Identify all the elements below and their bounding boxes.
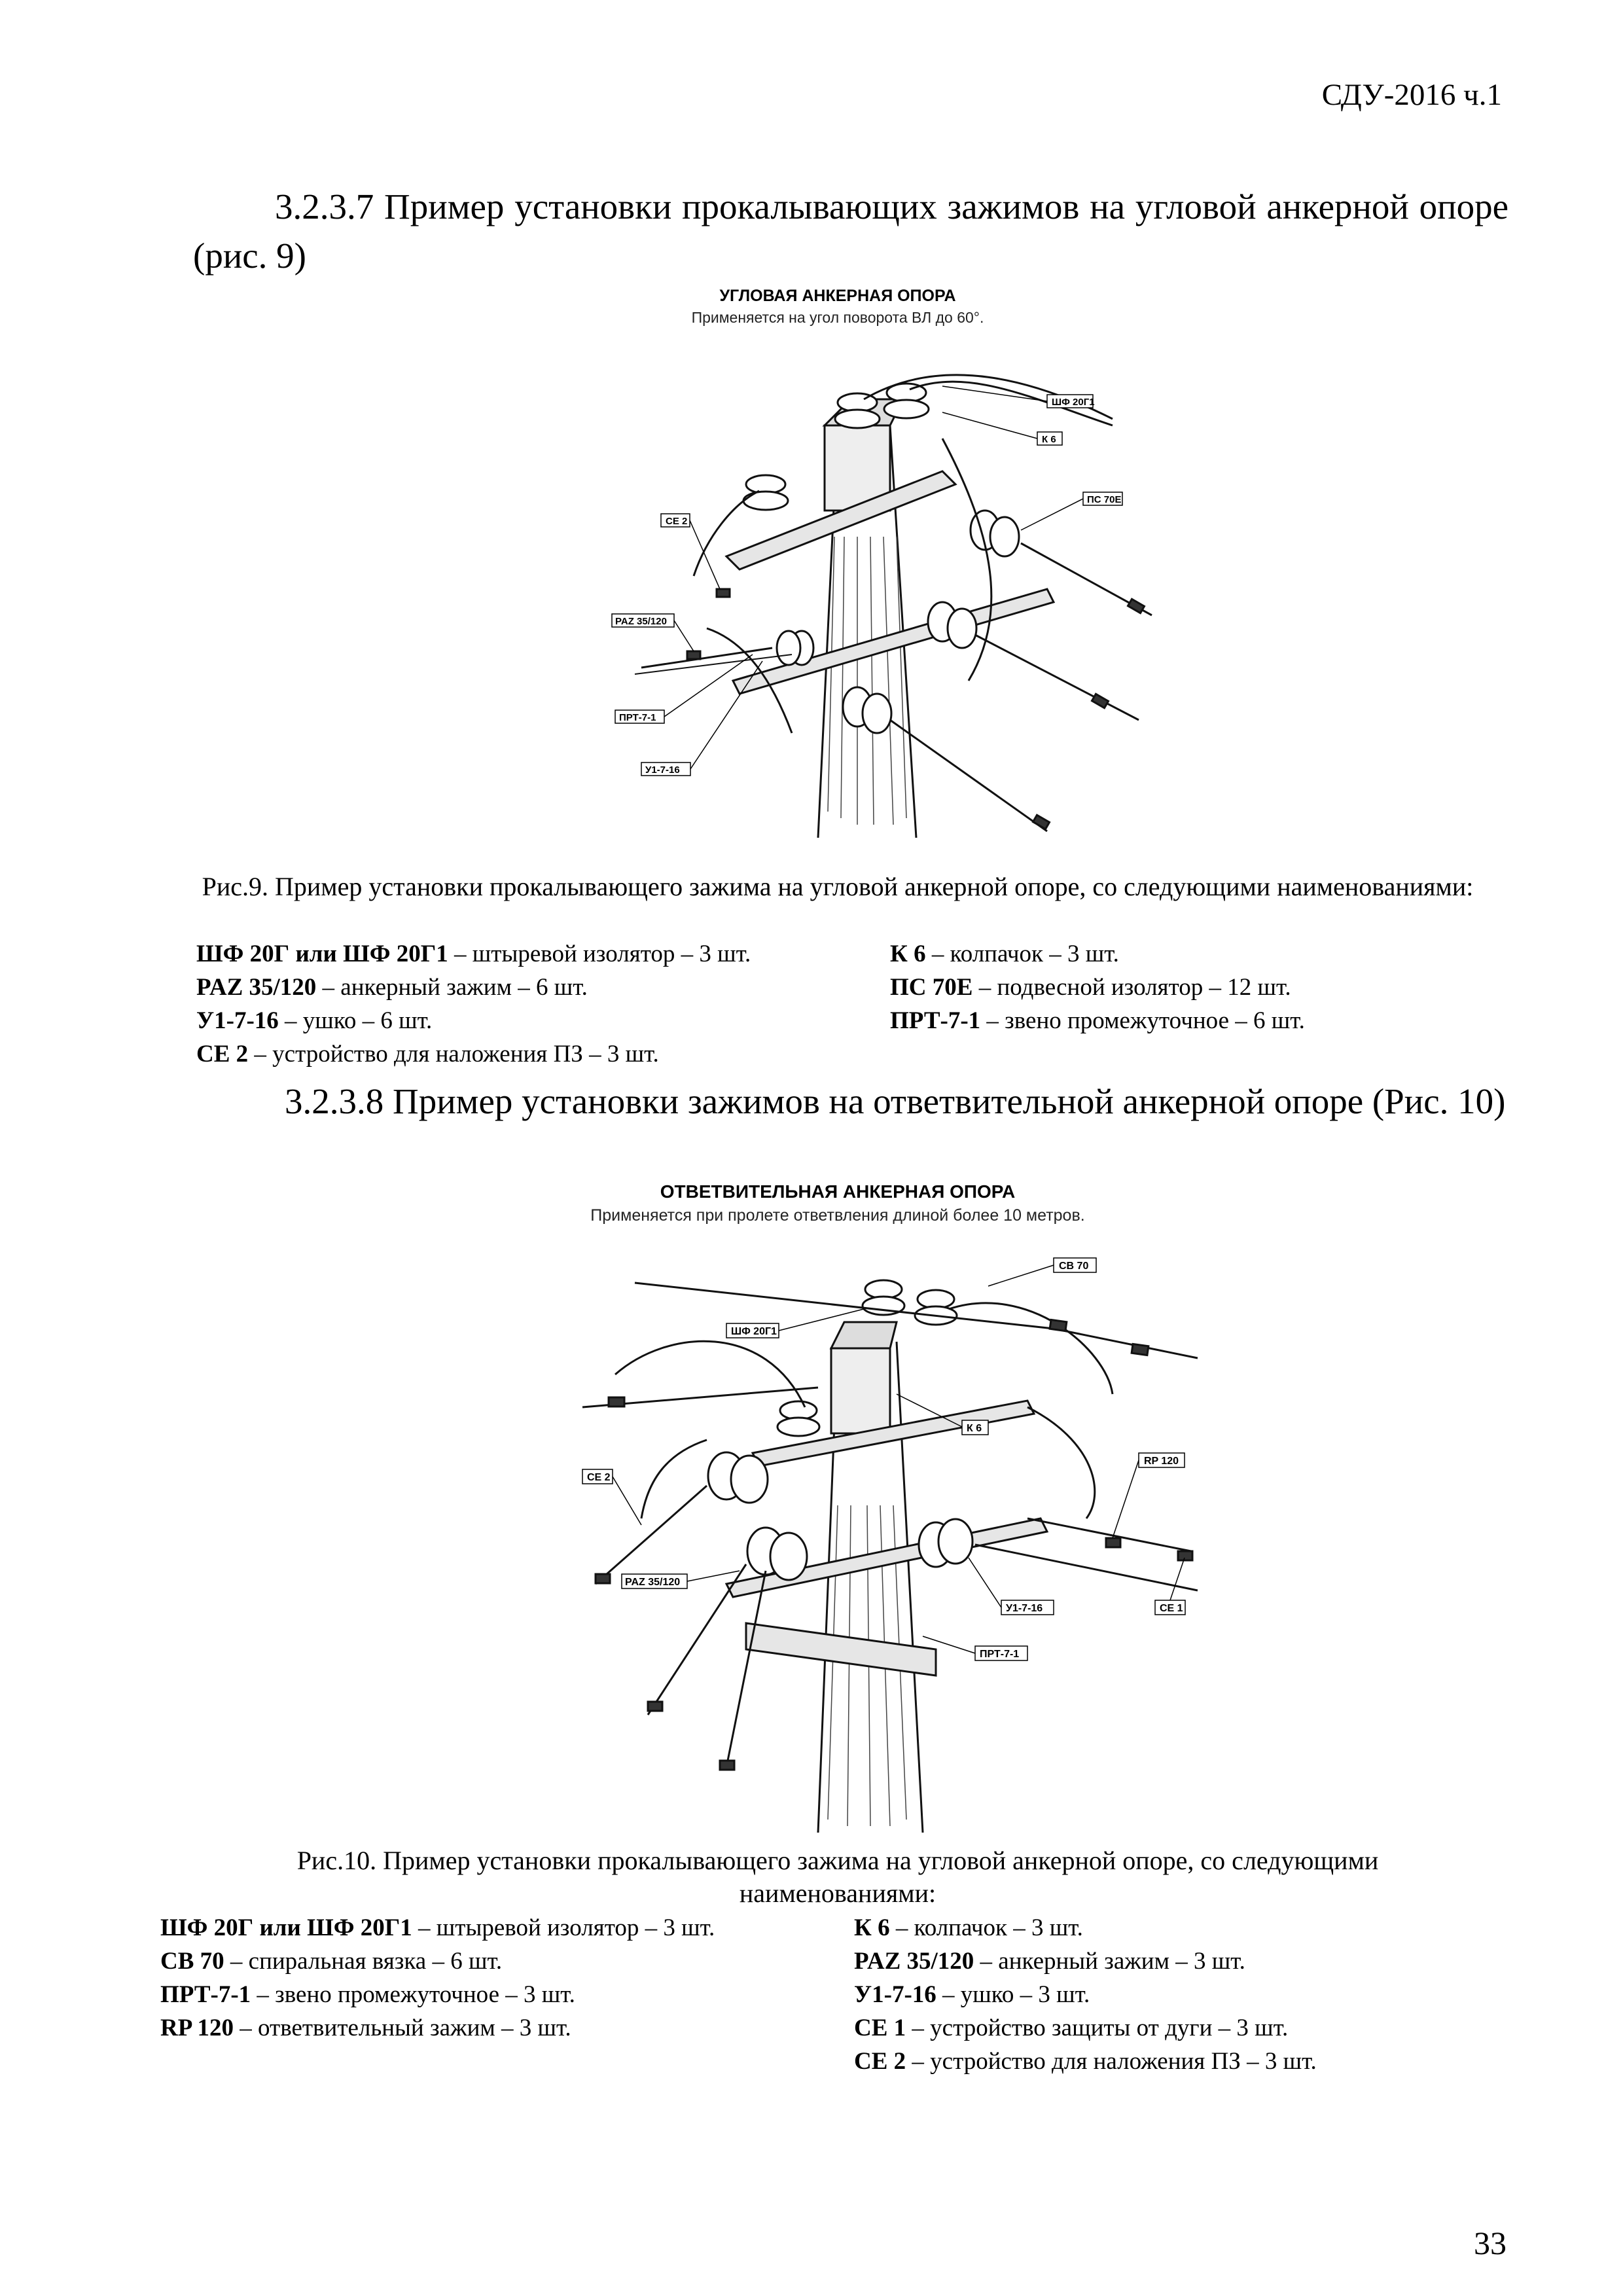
callout-sv70 — [988, 1258, 1096, 1286]
legend-item: ШФ 20Г или ШФ 20Г1 – штыревой изолятор – 3 шт. — [196, 941, 751, 967]
callout-u1-7-16 — [969, 1558, 1054, 1615]
legend-item: PAZ 35/120 – анкерный зажим – 3 шт. — [854, 1948, 1245, 1975]
figure-10-legend-left — [160, 1911, 715, 2045]
legend-item: У1-7-16 – ушко – 6 шт. — [196, 1007, 433, 1034]
figure-10-drawing — [569, 1244, 1224, 1833]
figure-9-drawing — [576, 340, 1165, 838]
callout-paz35-120 — [622, 1571, 740, 1588]
callout-shf20g1 — [942, 386, 1095, 408]
svg-text:ПС 70Е: ПС 70Е — [1087, 494, 1122, 505]
callout-k6 — [942, 412, 1062, 445]
svg-text:СЕ 1: СЕ 1 — [1160, 1603, 1183, 1614]
legend-item: ПРТ-7-1 – звено промежуточное – 3 шт. — [160, 1981, 575, 2008]
svg-text:У1-7-16: У1-7-16 — [1006, 1603, 1043, 1614]
figure-9-legend-right — [890, 937, 1305, 1037]
figure-9-caption: Рис.9. Пример установки прокалывающего зажима на угловой анкерной опоре, со следующими наименованиями: — [202, 872, 1474, 901]
section-heading-3-2-3-8: 3.2.3.8 Пример установки зажимов на ответвительной анкерной опоре (Рис. 10) — [285, 1081, 1506, 1121]
legend-item: У1-7-16 – ушко – 3 шт. — [854, 1981, 1090, 2008]
figure-9-subtitle: Применяется на угол поворота ВЛ до 60°. — [691, 309, 984, 326]
legend-item: К 6 – колпачок – 3 шт. — [854, 1914, 1083, 1941]
callout-prt-7-1 — [923, 1636, 1027, 1660]
callout-rp120 — [1113, 1453, 1185, 1538]
page-number: 33 — [1474, 2225, 1507, 2261]
figure-10-subtitle: Применяется при пролете ответвления длиной более 10 метров. — [590, 1206, 1085, 1225]
figure-10-title: ОТВЕТВИТЕЛЬНАЯ АНКЕРНАЯ ОПОРА — [660, 1181, 1016, 1202]
legend-item: СЕ 2 – устройство для наложения ПЗ – 3 шт. — [854, 2048, 1317, 2075]
callout-ps70e — [1021, 492, 1122, 530]
svg-text:ШФ 20Г1: ШФ 20Г1 — [731, 1326, 777, 1337]
legend-item: СЕ 1 – устройство защиты от дуги – 3 шт. — [854, 2015, 1289, 2041]
svg-text:PAZ 35/120: PAZ 35/120 — [625, 1577, 681, 1588]
figure-9-legend — [196, 937, 1440, 1081]
callout-paz35-120 — [612, 614, 694, 651]
legend-item: СВ 70 – спиральная вязка – 6 шт. — [160, 1948, 503, 1975]
svg-text:ШФ 20Г1: ШФ 20Г1 — [1052, 397, 1095, 408]
figure-10-legend — [160, 1911, 1436, 2094]
figure-9-legend-left — [196, 937, 751, 1071]
figure-9-title: УГЛОВАЯ АНКЕРНАЯ ОПОРА — [719, 287, 956, 305]
svg-text:RP 120: RP 120 — [1144, 1456, 1179, 1467]
legend-item: ПРТ-7-1 – звено промежуточное – 6 шт. — [890, 1007, 1305, 1034]
svg-text:СВ 70: СВ 70 — [1059, 1261, 1089, 1272]
legend-item: ШФ 20Г или ШФ 20Г1 – штыревой изолятор – 3 шт. — [160, 1914, 715, 1941]
figure-10-legend-right — [854, 1911, 1317, 2078]
legend-item: ПС 70Е – подвесной изолятор – 12 шт. — [890, 974, 1291, 1001]
callout-ce2 — [661, 514, 720, 589]
callout-ce2 — [582, 1469, 641, 1525]
svg-text:К 6: К 6 — [967, 1423, 982, 1434]
svg-text:ПРТ-7-1: ПРТ-7-1 — [619, 712, 656, 723]
callout-prt-7-1 — [615, 655, 753, 723]
figure-10-caption: Рис.10. Пример установки прокалывающего зажима на угловой анкерной опоре, со следующими наименованиями: — [296, 1846, 1379, 1908]
legend-item: СЕ 2 – устройство для наложения ПЗ – 3 шт. — [196, 1041, 659, 1067]
svg-text:СЕ 2: СЕ 2 — [587, 1472, 611, 1483]
legend-item: RP 120 – ответвительный зажим – 3 шт. — [160, 2015, 571, 2041]
section-heading-3-2-3-7: 3.2.3.7 Пример установки прокалывающих зажимов на угловой анкерной опоре (рис. 9) — [193, 187, 1508, 276]
svg-text:К 6: К 6 — [1042, 434, 1056, 445]
svg-text:ПРТ-7-1: ПРТ-7-1 — [980, 1649, 1020, 1660]
document-code: СДУ-2016 ч.1 — [1321, 78, 1502, 112]
legend-item: К 6 – колпачок – 3 шт. — [890, 941, 1119, 967]
svg-text:У1-7-16: У1-7-16 — [645, 764, 680, 776]
svg-text:PAZ 35/120: PAZ 35/120 — [615, 616, 667, 627]
legend-item: PAZ 35/120 – анкерный зажим – 6 шт. — [196, 974, 588, 1001]
svg-text:СЕ 2: СЕ 2 — [666, 516, 688, 527]
